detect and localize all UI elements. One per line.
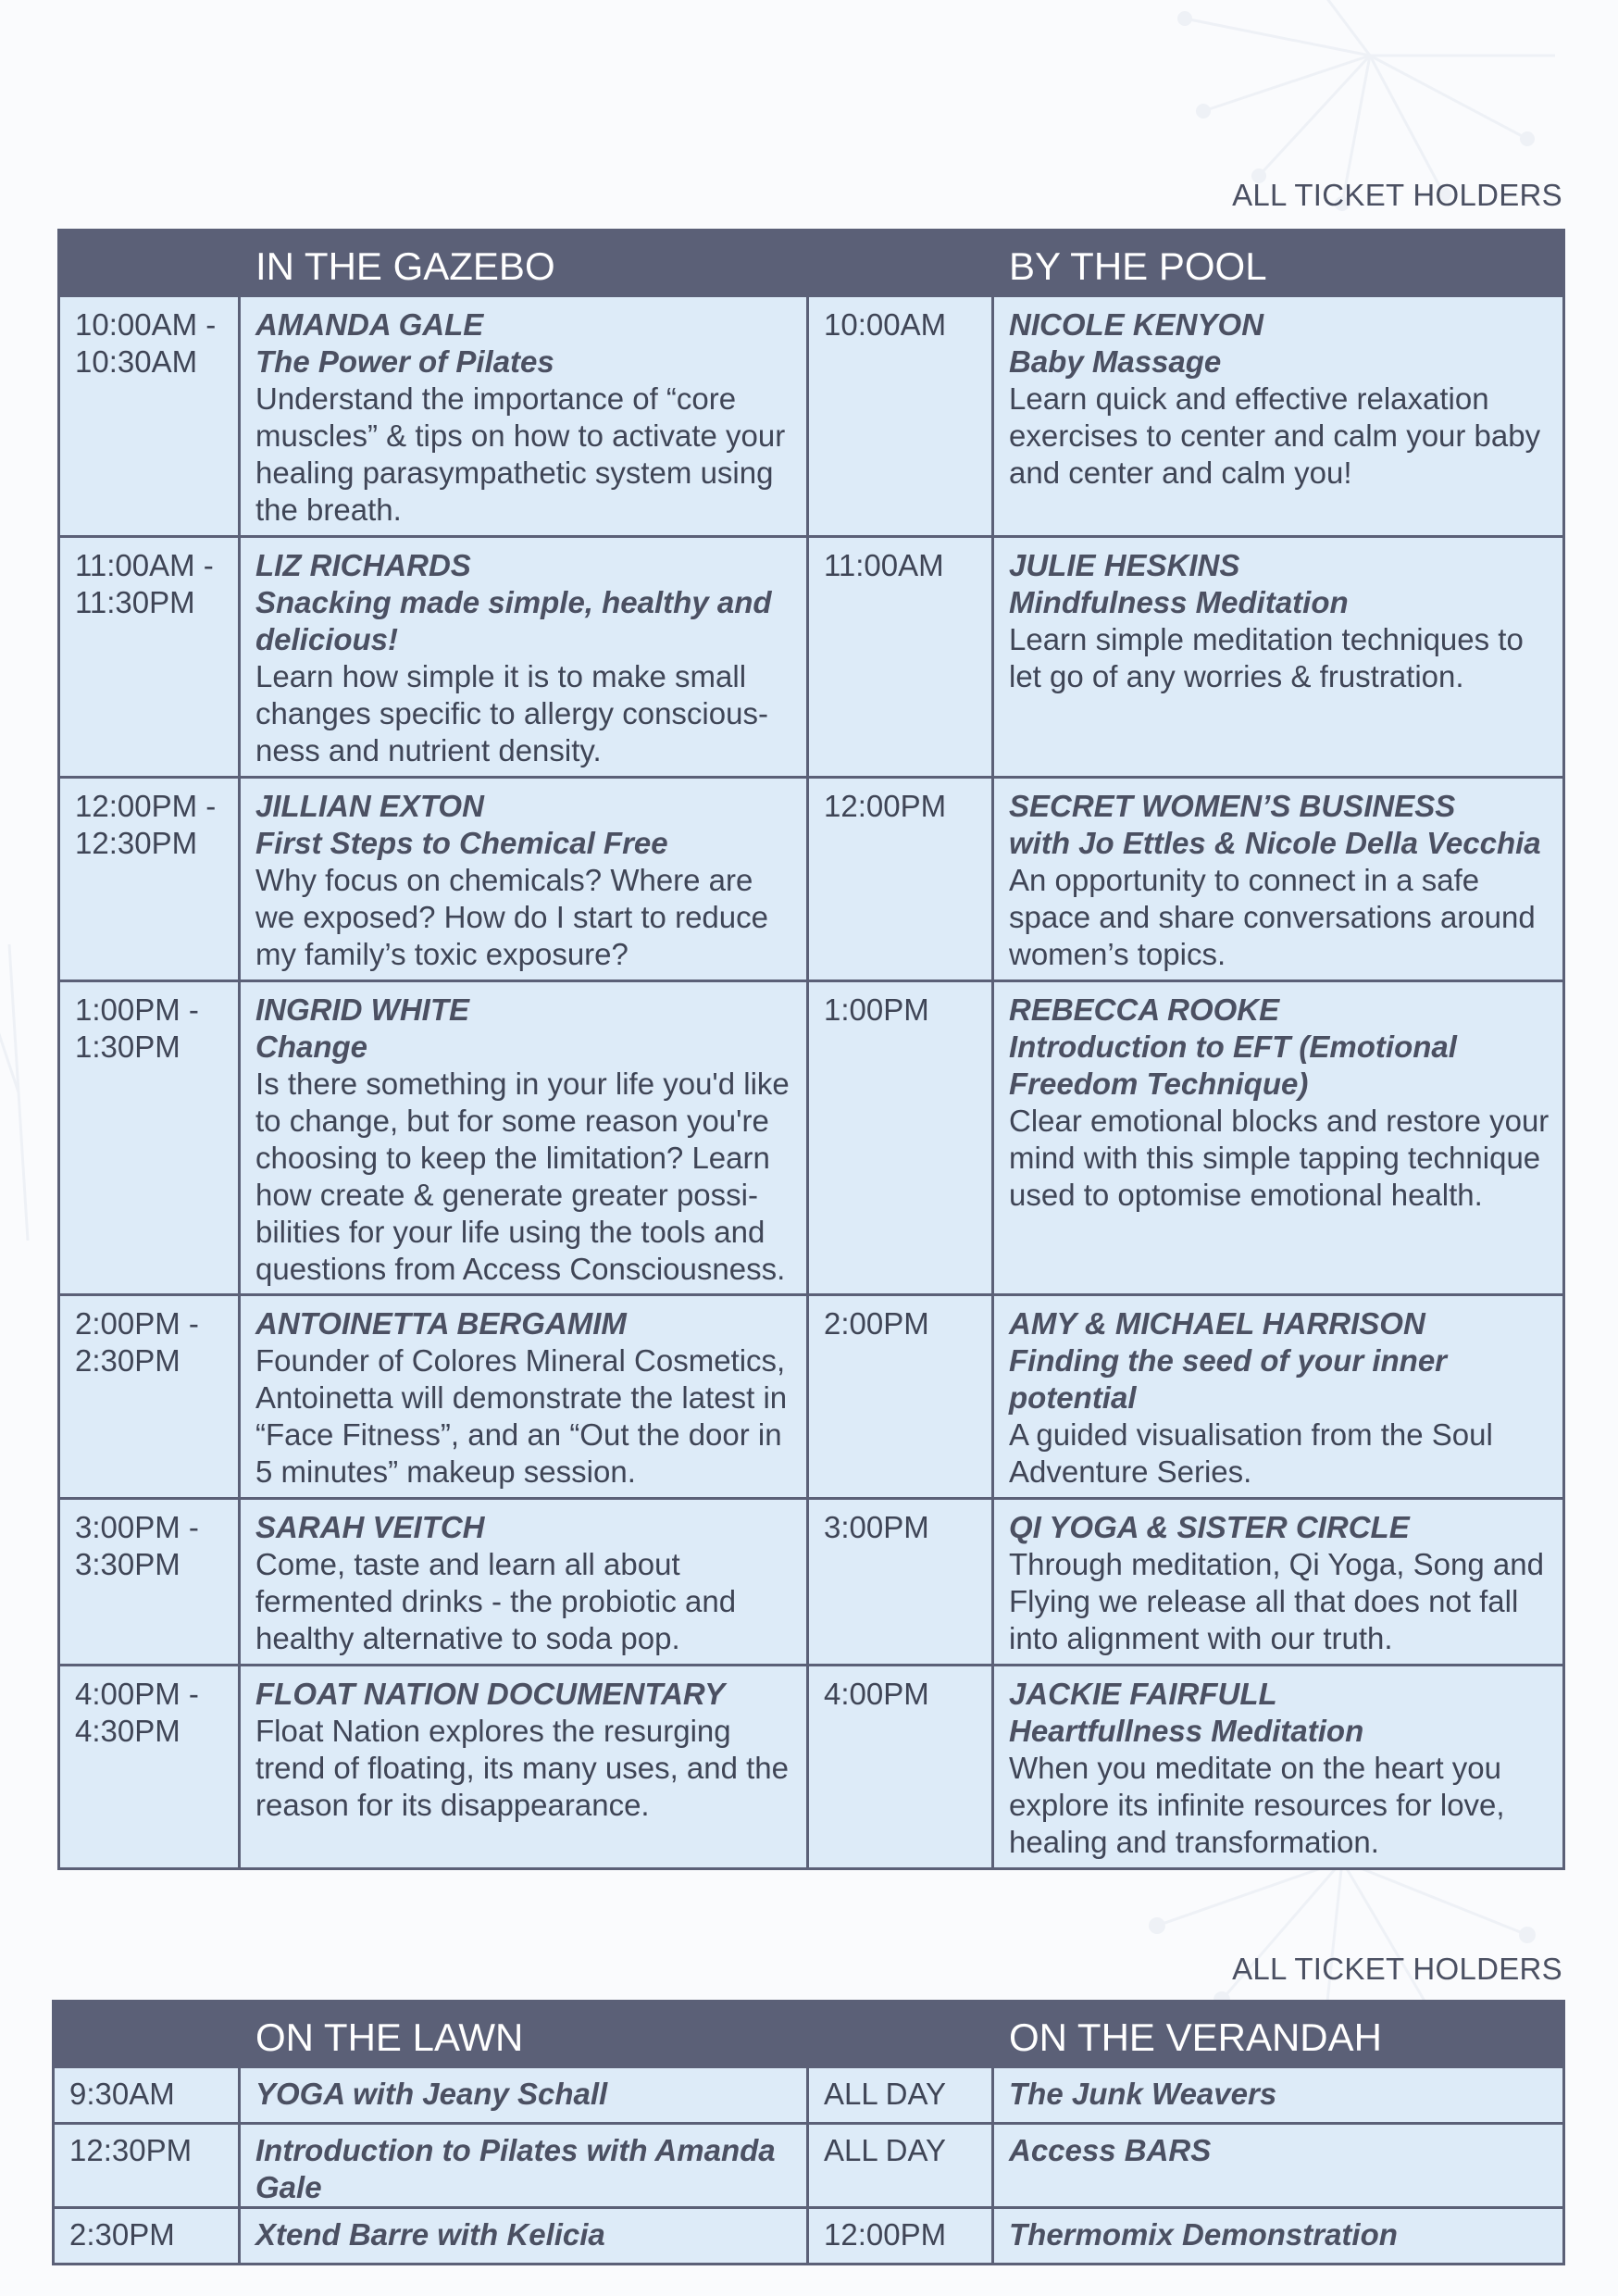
- session-cell: [993, 2208, 1564, 2265]
- session-description: Understand the importance of “core muscles” & tips on how to activate your healing parasympathetic system using the breath.: [255, 381, 786, 527]
- session-topic: Baby Massage: [1009, 344, 1222, 379]
- session-cell: [240, 296, 808, 537]
- session-time: 4:00PM: [808, 1666, 993, 1869]
- table-row: [59, 537, 1564, 778]
- session-title: The Junk Weavers: [1009, 2077, 1277, 2111]
- presenter-name: JACKIE FAIRFULL: [1009, 1677, 1277, 1711]
- venue-header-verandah: ON THE VERANDAH: [993, 2002, 1564, 2067]
- presenter-name: FLOAT NATION DOCUMENTARY: [255, 1677, 726, 1711]
- session-time: 1:00PM - 1:30PM: [59, 981, 240, 1295]
- session-time: 3:00PM: [808, 1499, 993, 1666]
- session-time: 2:00PM: [808, 1295, 993, 1499]
- table-header-row: [54, 2002, 1564, 2067]
- session-cell: [993, 1666, 1564, 1869]
- session-cell: [240, 1499, 808, 1666]
- session-cell: [240, 537, 808, 778]
- session-cell: [993, 296, 1564, 537]
- session-topic: Mindfulness Meditation: [1009, 585, 1349, 619]
- venue-header-gazebo: IN THE GAZEBO: [240, 231, 808, 296]
- session-topic: First Steps to Chemical Free: [255, 826, 668, 860]
- session-time: 12:00PM: [808, 2208, 993, 2265]
- session-time: 1:00PM: [808, 981, 993, 1295]
- session-time: 2:00PM - 2:30PM: [59, 1295, 240, 1499]
- session-description: Learn simple meditation techniques to let go of any worries & frustration.: [1009, 622, 1524, 693]
- session-time: ALL DAY: [808, 2124, 993, 2208]
- header-spacer: [808, 2002, 993, 2067]
- session-time: 3:00PM - 3:30PM: [59, 1499, 240, 1666]
- schedule-table-gazebo-pool: [57, 229, 1565, 1870]
- session-time: 11:00AM - 11:30PM: [59, 537, 240, 778]
- presenter-name: JULIE HESKINS: [1009, 548, 1240, 582]
- table-row: [54, 2067, 1564, 2124]
- session-cell: [240, 1295, 808, 1499]
- presenter-name: LIZ RICHARDS: [255, 548, 471, 582]
- session-cell: [993, 981, 1564, 1295]
- session-time: 2:30PM: [54, 2208, 240, 2265]
- venue-header-lawn: ON THE LAWN: [240, 2002, 808, 2067]
- session-description: Why focus on chemicals? Where are we exposed? How do I start to reduce my family’s toxic exposure?: [255, 863, 768, 971]
- session-cell: [240, 2067, 808, 2124]
- table-row: [59, 778, 1564, 981]
- table-row: [59, 981, 1564, 1295]
- session-description: A guided visualisation from the Soul Adventure Series.: [1009, 1417, 1493, 1489]
- session-cell: [993, 2124, 1564, 2208]
- session-cell: [240, 2208, 808, 2265]
- session-time: 10:00AM - 10:30AM: [59, 296, 240, 537]
- session-topic: Finding the seed of your inner potential: [1009, 1343, 1448, 1415]
- presenter-name: NICOLE KENYON: [1009, 307, 1264, 342]
- presenter-name: SARAH VEITCH: [255, 1510, 485, 1544]
- presenter-name: JILLIAN EXTON: [255, 789, 484, 823]
- session-title: YOGA with Jeany Schall: [255, 2077, 608, 2111]
- header-spacer: [59, 231, 240, 296]
- session-time: 9:30AM: [54, 2067, 240, 2124]
- session-time: 12:00PM: [808, 778, 993, 981]
- session-cell: [240, 1666, 808, 1869]
- presenter-name: REBECCA ROOKE: [1009, 992, 1280, 1027]
- session-description: When you meditate on the heart you explore its infinite resources for love, healing and transformation.: [1009, 1751, 1505, 1859]
- session-cell: [993, 537, 1564, 778]
- session-topic: The Power of Pilates: [255, 344, 554, 379]
- presenter-name: QI YOGA & SISTER CIRCLE: [1009, 1510, 1410, 1544]
- session-topic: Heartfullness Meditation: [1009, 1714, 1364, 1748]
- presenter-name: ANTOINETTA BERGAMIM: [255, 1306, 627, 1341]
- presenter-name: SECRET WOMEN’S BUSINESS: [1009, 789, 1456, 823]
- session-description: Float Nation explores the resurging trend of floating, its many uses, and the reason for its disappearance.: [255, 1714, 790, 1822]
- session-time: 4:00PM - 4:30PM: [59, 1666, 240, 1869]
- venue-header-pool: BY THE POOL: [993, 231, 1564, 296]
- session-description: Come, taste and learn all about fermented drinks - the probiotic and healthy alternative to soda pop.: [255, 1547, 737, 1655]
- table-row: [59, 1499, 1564, 1666]
- session-description: Learn quick and effective relaxation exercises to center and calm your baby and center and calm you!: [1009, 381, 1541, 490]
- presenter-name: INGRID WHITE: [255, 992, 469, 1027]
- session-cell: [993, 1499, 1564, 1666]
- session-topic: Introduction to EFT (Emotional Freedom Technique): [1009, 1029, 1457, 1101]
- session-cell: [993, 1295, 1564, 1499]
- table-row: [59, 296, 1564, 537]
- session-title: Introduction to Pilates with Amanda Gale: [255, 2133, 776, 2204]
- session-cell: [240, 778, 808, 981]
- session-cell: [240, 981, 808, 1295]
- session-description: Founder of Colores Mineral Cosmetics, Antoinetta will demonstrate the latest in “Face Fitness”, and an “Out the door in 5 minutes” makeup session.: [255, 1343, 788, 1489]
- presenter-name: AMY & MICHAEL HARRISON: [1009, 1306, 1425, 1341]
- ticket-holders-label: ALL TICKET HOLDERS: [1232, 1952, 1562, 1986]
- session-cell: [240, 2124, 808, 2208]
- session-time: 12:30PM: [54, 2124, 240, 2208]
- table-row: [59, 1295, 1564, 1499]
- session-cell: [993, 778, 1564, 981]
- ticket-holders-label: ALL TICKET HOLDERS: [1232, 178, 1562, 212]
- session-description: Is there something in your life you'd like to change, but for some reason you're choosing to keep the limitation? Learn how create & generate greater possi-bilities for your life using the tools and questions from Access Consciousness.: [255, 1067, 790, 1286]
- session-title: Access BARS: [1009, 2133, 1212, 2167]
- session-time: 10:00AM: [808, 296, 993, 537]
- header-spacer: [54, 2002, 240, 2067]
- session-title: Thermomix Demonstration: [1009, 2217, 1398, 2252]
- table-row: [59, 1666, 1564, 1869]
- session-time: ALL DAY: [808, 2067, 993, 2124]
- header-spacer: [808, 231, 993, 296]
- session-topic: Snacking made simple, healthy and delicious!: [255, 585, 772, 656]
- schedule-table-lawn-verandah: [52, 2000, 1565, 2265]
- table-row: [54, 2208, 1564, 2265]
- session-description: Learn how simple it is to make small changes specific to allergy conscious-ness and nutrient density.: [255, 659, 768, 767]
- session-description: Clear emotional blocks and restore your mind with this simple tapping technique used to optomise emotional health.: [1009, 1104, 1550, 1212]
- presenter-name: AMANDA GALE: [255, 307, 484, 342]
- session-cell: [993, 2067, 1564, 2124]
- table-header-row: [59, 231, 1564, 296]
- session-description: An opportunity to connect in a safe space and share conversations around women’s topics.: [1009, 863, 1536, 971]
- session-topic: Change: [255, 1029, 368, 1064]
- session-description: Through meditation, Qi Yoga, Song and Flying we release all that does not fall into alignment with our truth.: [1009, 1547, 1544, 1655]
- session-topic: with Jo Ettles & Nicole Della Vecchia: [1009, 826, 1541, 860]
- session-time: 12:00PM - 12:30PM: [59, 778, 240, 981]
- table-row: [54, 2124, 1564, 2208]
- session-time: 11:00AM: [808, 537, 993, 778]
- session-title: Xtend Barre with Kelicia: [255, 2217, 605, 2252]
